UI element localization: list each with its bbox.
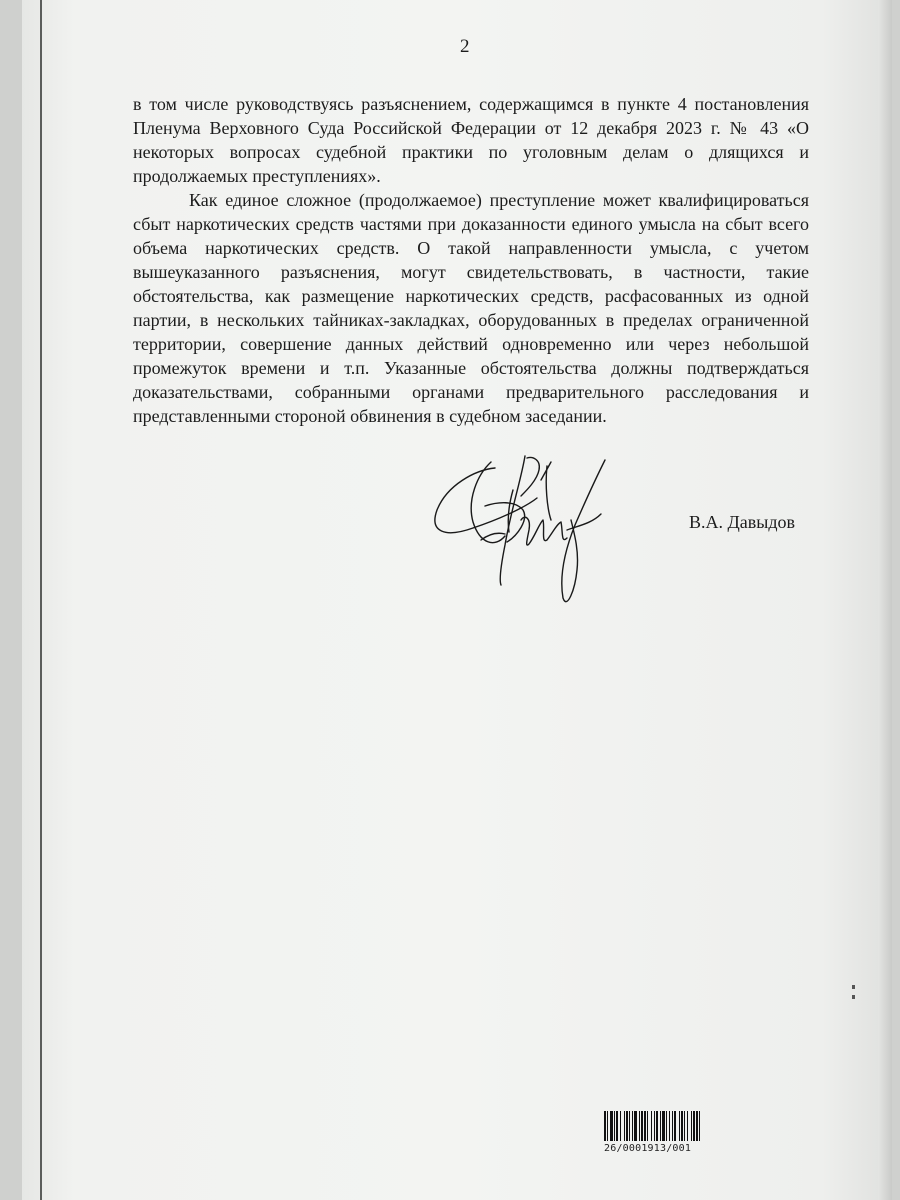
barcode-bar — [700, 1111, 702, 1141]
document-body — [133, 92, 809, 428]
barcode — [604, 1111, 800, 1141]
signer-name: В.А. Давыдов — [689, 512, 796, 532]
page-left-edge — [40, 0, 42, 1200]
barcode-number: 26/0001913/001 — [604, 1143, 692, 1154]
barcode-sticker — [604, 1111, 804, 1161]
paragraph-continuation: в том числе руководствуясь разъяснением, содержащимся в пункте 4 постановления Пленума Верховного Суда Российской Федерации от 12 декабря 2023 г. № 43 «О некоторых вопросах судебной практики по уголовным делам о длящихся и продолжаемых преступлениях». — [133, 94, 809, 186]
paragraph-main: Как единое сложное (продолжаемое) преступление может квалифицироваться сбыт наркотических средств частями при доказанности единого умысла на сбыт всего объема наркотических средств. О такой направленности умысла, с учетом вышеуказанного разъяснения, могут свидетельствовать, в частности, такие обстоятельства, как размещение наркотических средств, расфасованных из одной партии, в нескольких тайниках-закладках, оборудованных в пределах ограниченной территории, совершение данных действий одновременно или через небольшой промежуток времени и т.п. Указанные обстоятельства должны подтверждаться доказательствами, собранными органами предварительного расследования и представленными стороной обвинения в судебном заседании. — [133, 190, 809, 426]
handwritten-signature — [425, 440, 625, 610]
page-mark — [852, 995, 855, 999]
page-number: 2 — [460, 36, 470, 57]
page-edge-shadow — [878, 0, 892, 1200]
page-mark — [852, 985, 855, 989]
